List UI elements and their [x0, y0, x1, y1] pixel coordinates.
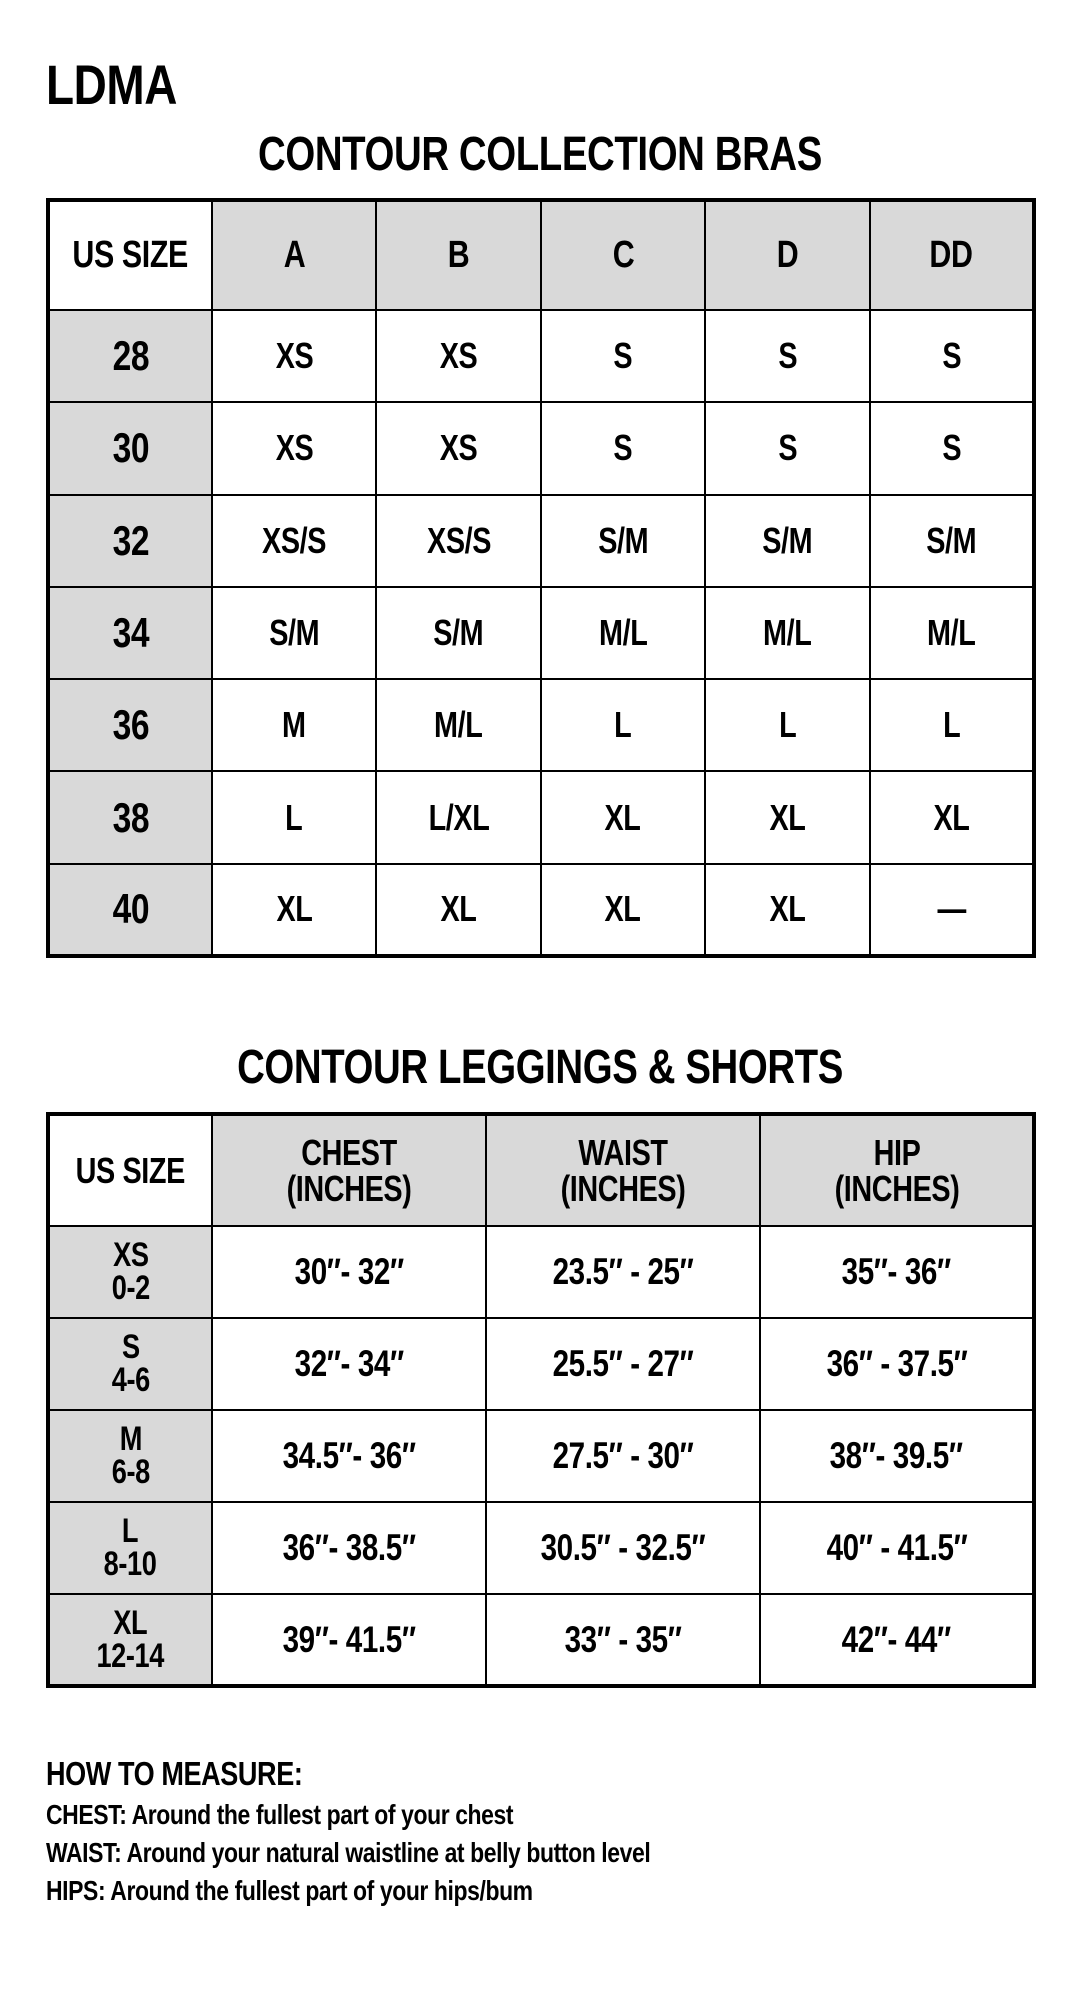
row-header: L 8-10	[48, 1502, 212, 1594]
table-row	[48, 1594, 1034, 1686]
measure-line-chest: CHEST: Around the fullest part of your chest	[46, 1799, 514, 1830]
table-cell: XL	[212, 864, 376, 956]
table-cell: M/L	[870, 587, 1034, 679]
row-header: 36	[48, 679, 212, 771]
table-cell: 38″- 39.5″	[760, 1410, 1034, 1502]
table-cell: XS/S	[376, 495, 540, 587]
table-cell: 27.5″ - 30″	[486, 1410, 760, 1502]
table-row	[48, 679, 1034, 771]
bras-table-title: CONTOUR COLLECTION BRAS	[258, 128, 822, 181]
table-cell: S	[541, 402, 705, 494]
table-row	[48, 1226, 1034, 1318]
table-cell: XS/S	[212, 495, 376, 587]
table-cell: XL	[376, 864, 540, 956]
row-header: 38	[48, 771, 212, 863]
table-cell: 35″- 36″	[760, 1226, 1034, 1318]
brand-logo: LDMA	[46, 53, 177, 116]
table-cell: XS	[212, 310, 376, 402]
table-cell: 39″- 41.5″	[212, 1594, 486, 1686]
table-cell: S/M	[705, 495, 869, 587]
bras-corner-header: US SIZE	[48, 200, 212, 310]
how-to-measure-heading: HOW TO MEASURE:	[46, 1755, 303, 1792]
bras-col-header: C	[541, 200, 705, 310]
table-cell: 32″- 34″	[212, 1318, 486, 1410]
table-cell: S	[870, 402, 1034, 494]
table-row	[48, 402, 1034, 494]
table-cell: L	[705, 679, 869, 771]
row-header: XS 0-2	[48, 1226, 212, 1318]
row-header: 32	[48, 495, 212, 587]
bras-col-header: D	[705, 200, 869, 310]
row-header: 28	[48, 310, 212, 402]
table-cell: S/M	[376, 587, 540, 679]
table-row	[48, 771, 1034, 863]
row-header: 30	[48, 402, 212, 494]
table-row	[48, 1410, 1034, 1502]
bras-size-table	[46, 198, 1036, 958]
table-cell: 36″- 38.5″	[212, 1502, 486, 1594]
table-cell: S	[705, 402, 869, 494]
leggings-col-header: CHEST (INCHES)	[212, 1114, 486, 1226]
leggings-corner-header: US SIZE	[48, 1114, 212, 1226]
table-cell: S/M	[870, 495, 1034, 587]
table-cell: M/L	[705, 587, 869, 679]
row-header: 40	[48, 864, 212, 956]
table-cell: L	[212, 771, 376, 863]
table-cell: —	[870, 864, 1034, 956]
table-row	[48, 1318, 1034, 1410]
how-to-measure	[46, 1752, 650, 1910]
table-cell: M/L	[376, 679, 540, 771]
bras-col-header: DD	[870, 200, 1034, 310]
leggings-size-table	[46, 1112, 1036, 1688]
table-row	[48, 495, 1034, 587]
table-cell: 36″ - 37.5″	[760, 1318, 1034, 1410]
table-cell: XL	[541, 864, 705, 956]
table-row	[48, 310, 1034, 402]
table-cell: L	[541, 679, 705, 771]
bras-col-header: A	[212, 200, 376, 310]
table-cell: 30.5″ - 32.5″	[486, 1502, 760, 1594]
row-header: XL 12-14	[48, 1594, 212, 1686]
table-cell: XL	[705, 864, 869, 956]
table-cell: XS	[376, 310, 540, 402]
bras-header-row	[48, 200, 1034, 310]
table-cell: XS	[212, 402, 376, 494]
table-cell: XL	[705, 771, 869, 863]
leggings-header-row	[48, 1114, 1034, 1226]
table-row	[48, 587, 1034, 679]
leggings-col-header: WAIST (INCHES)	[486, 1114, 760, 1226]
table-row	[48, 864, 1034, 956]
row-header: S 4-6	[48, 1318, 212, 1410]
bras-col-header: B	[376, 200, 540, 310]
table-cell: XL	[541, 771, 705, 863]
table-cell: S	[541, 310, 705, 402]
table-row	[48, 1502, 1034, 1594]
table-cell: L	[870, 679, 1034, 771]
measure-line-hips: HIPS: Around the fullest part of your hips/bum	[46, 1875, 533, 1906]
table-cell: S	[705, 310, 869, 402]
table-cell: M	[212, 679, 376, 771]
table-cell: 23.5″ - 25″	[486, 1226, 760, 1318]
table-cell: S/M	[212, 587, 376, 679]
table-cell: 42″- 44″	[760, 1594, 1034, 1686]
leggings-table-title: CONTOUR LEGGINGS & SHORTS	[237, 1041, 843, 1094]
table-cell: M/L	[541, 587, 705, 679]
table-cell: L/XL	[376, 771, 540, 863]
table-cell: 33″ - 35″	[486, 1594, 760, 1686]
table-cell: 40″ - 41.5″	[760, 1502, 1034, 1594]
table-cell: XL	[870, 771, 1034, 863]
row-header: M 6-8	[48, 1410, 212, 1502]
table-cell: 30″- 32″	[212, 1226, 486, 1318]
measure-line-waist: WAIST: Around your natural waistline at belly button level	[46, 1837, 651, 1868]
row-header: 34	[48, 587, 212, 679]
table-cell: S/M	[541, 495, 705, 587]
table-cell: S	[870, 310, 1034, 402]
table-cell: 34.5″- 36″	[212, 1410, 486, 1502]
leggings-col-header: HIP (INCHES)	[760, 1114, 1034, 1226]
table-cell: XS	[376, 402, 540, 494]
table-cell: 25.5″ - 27″	[486, 1318, 760, 1410]
